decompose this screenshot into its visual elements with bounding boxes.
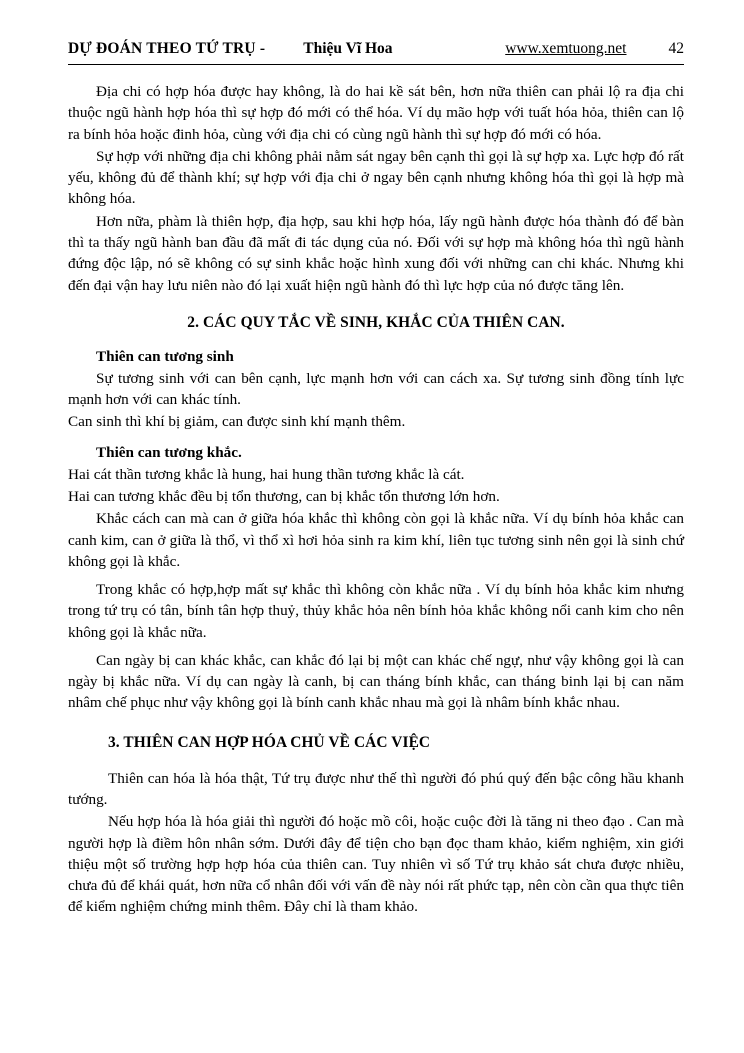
paragraph-tuong-khac-2: Hai can tương khắc đều bị tổn thương, can bị khắc tổn thương lớn hơn.	[68, 487, 500, 505]
paragraph-2: Sự hợp với những địa chi không phải nằm sát ngay bên cạnh thì gọi là sự hợp xa. Lực hợp đó rất yếu, không đủ để thành khí; sự hợp với địa chi ở ngay bên cạnh nhưng không hóa thì gọi là hợp mà không hóa.	[68, 147, 684, 208]
paragraph-tuong-sinh-1: Sự tương sinh với can bên cạnh, lực mạnh hơn với can cách xa. Sự tương sinh đồng tính lực mạnh hơn với can khác tính.	[68, 369, 684, 409]
page-header	[68, 40, 684, 65]
paragraph-3: Hơn nữa, phàm là thiên hợp, địa hợp, sau khi hợp hóa, lấy ngũ hành được hóa thành đó để bàn thì ta thấy ngũ hành ban đầu đã mất đi tác dụng của nó. Đối với sự hợp mà không hóa thì ngũ hành đứng độc lập, nó sẽ không có sự sinh khắc hoặc hình xung đối với những can chi khác. Nhưng khi đến đại vận hay lưu niên nào đó lại xuất hiện ngũ hành đó thì lực hợp của nó được tăng lên.	[68, 212, 684, 294]
spacer	[68, 434, 684, 444]
paragraph-1: Địa chi có hợp hóa được hay không, là do hai kề sát bên, hơn nữa thiên can phải lộ ra địa chi thuộc ngũ hành hợp hóa thì sự hợp đó mới có thể hóa. Ví dụ mão hợp với tuất hóa hỏa, thiên can lộ ra bính hỏa hoặc đinh hỏa, cùng với địa chi có cùng ngũ hành thì sự hợp đó mới có hóa.	[68, 83, 684, 143]
paragraph-4: Thiên can hóa là hóa thật, Tứ trụ được như thế thì người đó phú quý đến bậc công hầu khanh tướng.	[68, 769, 684, 809]
book-title: DỰ ĐOÁN THEO TỨ TRỤ -	[68, 40, 266, 57]
paragraph-tuong-khac-1: Hai cát thần tương khắc là hung, hai hung thần tương khắc là cát.	[68, 465, 465, 483]
paragraph-tuong-khac-4: Trong khắc có hợp,hợp mất sự khắc thì không còn khắc nữa . Ví dụ bính hỏa khắc kim nhưng trong tứ trụ có tân, bính tân hợp thuỷ, thủy khắc hỏa nên bính hỏa khắc không nổi canh kim cho nên không gọi là khắc nữa.	[68, 581, 684, 641]
paragraph-5: Nếu hợp hóa là hóa giải thì người đó hoặc mồ côi, hoặc cuộc đời là tăng ni theo đạo . Can mà người hợp là điềm hôn nhân sớm. Dưới đây để tiện cho bạn đọc tham khảo, kiểm nghiệm, xin giới thiệu một số trường hợp hợp hóa của thiên can. Tuy nhiên vì số Tứ trụ khảo sát chưa được nhiều, chưa đủ để khái quát, hơn nữa cổ nhân đối với vấn đề này nói rất phức tạp, nên còn cần qua thực tiên để kiểm nghiệm chứng minh thêm. Đây chỉ là tham khảo.	[68, 813, 684, 916]
subsection-heading-tuong-khac: Thiên can tương khắc.	[96, 443, 242, 461]
author-name: Thiệu Vĩ Hoa	[303, 40, 393, 57]
section-heading-3: 3. THIÊN CAN HỢP HÓA CHỦ VỀ CÁC VIỆC	[108, 733, 431, 751]
paragraph-tuong-khac-5: Can ngày bị can khác khắc, can khắc đó lại bị một can khác chế ngự, như vậy không gọi là can ngày bị khắc nữa. Ví dụ can ngày là canh, bị can tháng bính khắc, can tháng binh lại bị can năm nhâm chế phục như vậy không gọi là bính canh khắc nhau mà gọi là nhâm bính khắc nhau.	[68, 651, 684, 712]
page-number: 42	[668, 40, 684, 57]
website-link[interactable]: www.xemtuong.net	[505, 40, 627, 57]
paragraph-tuong-khac-3: Khắc cách can mà can ở giữa hóa khắc thì không còn gọi là khắc nữa. Ví dụ bính hỏa khắc can canh kim, can ở giữa là thổ, vì thổ xì hơi hỏa sinh ra kim khí, liên tục tương sinh nên gọi là sinh chứ không gọi là khắc.	[68, 510, 684, 570]
paragraph-tuong-sinh-2: Can sinh thì khí bị giảm, can được sinh khí mạnh thêm.	[68, 413, 406, 431]
section-heading-2: 2. CÁC QUY TẮC VỀ SINH, KHẮC CỦA THIÊN CAN.	[187, 313, 565, 331]
subsection-heading-tuong-sinh: Thiên can tương sinh	[96, 347, 234, 365]
